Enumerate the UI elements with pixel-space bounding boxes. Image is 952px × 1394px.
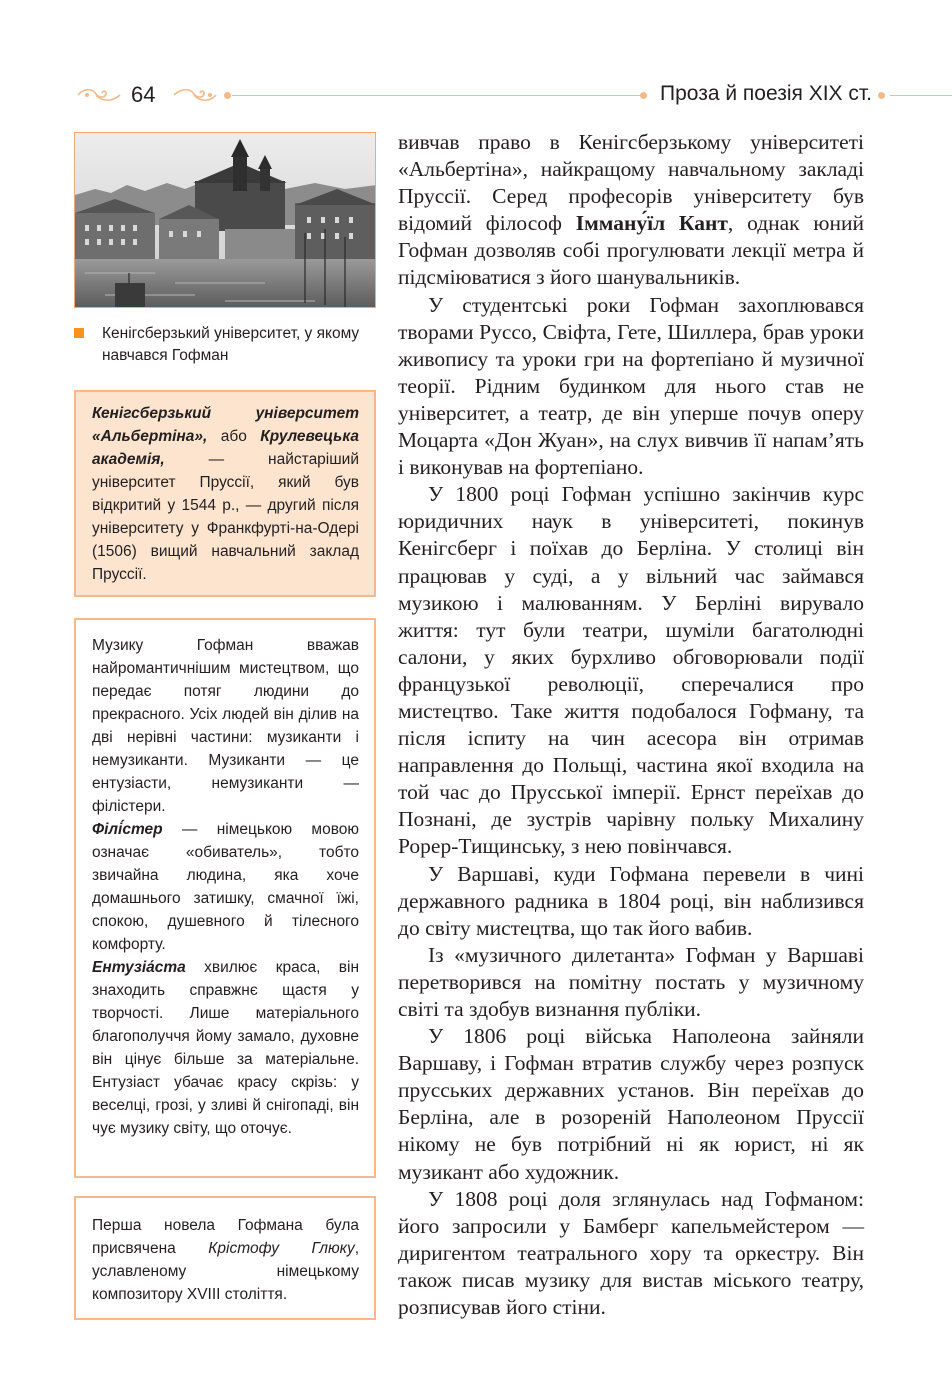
term-krulevetska: Крулевецька академія, <box>92 428 359 468</box>
music-info-box <box>74 618 376 1178</box>
term-philister: Філі́стер <box>92 821 163 838</box>
university-photo <box>74 132 376 308</box>
term-albertina: Кенігсберзький університет «Альбертіна», <box>92 405 359 445</box>
main-text <box>398 129 864 1321</box>
page-header <box>0 76 952 116</box>
header-dot <box>224 92 231 99</box>
kant-name: Імману́їл Кант <box>575 211 728 236</box>
paragraph: У 1808 році доля зглянулась над Гофманом: його запросили у Бамберг капельмейстером — диригентом театрального хору та оркестру. Він також писав музику для вистав міського театру, розписував його стіни. <box>398 1186 864 1320</box>
university-info-box <box>74 390 376 597</box>
decorative-swirl-icon <box>172 86 218 104</box>
paragraph: Із «музичного дилетанта» Гофман у Варшаві перетворився на помітну постать у музичному світі та здобув визнання публіки. <box>398 942 864 1021</box>
term-enthusiast: Ентузіа́ста <box>92 959 186 976</box>
paragraph: У Варшаві, куди Гофмана перевели в чині державного радника в 1804 році, він наблизився до світу мистецтва, що так його вабив. <box>398 861 864 940</box>
photo-caption <box>74 323 374 367</box>
philister-definition: Філі́стер — німецькою мовою означає «обиватель», тобто звичайна людина, яка хоче домашнього затишку, смачної їжі, спокою, душевного й тілесного комфорту. <box>92 821 359 953</box>
paragraph: вивчав право в Кенігсберзькому університеті «Альбертіна», найкращому навчальному закладі Пруссії. Серед професорів університету був відомий філософ Імману́їл Кант, однак юний Гофман дозволяв собі прогулювати лекції метра й підсміюватися з його шанувальників. <box>398 130 864 290</box>
decorative-swirl-icon <box>76 86 122 104</box>
header-rule <box>890 95 952 96</box>
gluck-name: Крістофу Глюку <box>208 1240 355 1257</box>
enthusiast-definition: Ентузіа́ста хвилює краса, він знаходить справжнє щастя у творчості. Лише матеріального благополуччя йому замало, духовне він цінує більше за матеріальне. Ентузіаст убачає красу скрізь: у веселці, грозі, у зливі й снігопаді, він чує музику світу, що оточує. <box>92 959 359 1137</box>
novel-info-box <box>74 1196 376 1320</box>
university-info-text: Кенігсберзький університет «Альбертіна», або Крулевецька академія, — найстаріший університет Пруссії, який був відкритий у 1544 р., — другий після університету у Франкфурті-на-Одері (1506) вищий навчальний заклад Пруссії. <box>92 405 359 583</box>
paragraph: У 1806 році війська Наполеона зайняли Варшаву, і Гофман втратив службу через розпуск прусських державних установ. Він переїхав до Берліна, але в розореній Наполеоном Пруссії нікому не був потрібний ні як юрист, ні як музикант або художник. <box>398 1024 864 1184</box>
header-dot <box>878 92 885 99</box>
section-title: Проза й поезія XIX ст. <box>660 82 872 105</box>
caption-marker <box>74 328 84 338</box>
paragraph: У студентські роки Гофман захоплювався творами Руссо, Свіфта, Гете, Шиллера, брав уроки живопису та уроки гри на фортепіано й музичної теорії. Рідним будинком для нього став не університет, а театр, де він уперше почув оперу Моцарта «Дон Жуан», на слух вивчив її напам’ять і виконував на фортепіано. <box>398 292 864 480</box>
header-dot <box>640 92 647 99</box>
caption-text: Кенігсберзький університет, у якому навчався Гофман <box>102 325 360 364</box>
novel-info-text: Перша новела Гофмана була присвячена Крістофу Глюку, уславленому німецькому композитору XVIII століття. <box>92 1217 359 1303</box>
page-number: 64 <box>131 82 156 107</box>
paragraph: У 1800 році Гофман успішно закінчив курс юридичних наук в університеті, покинув Кенігсберг і поїхав до Берліна. У столиці він працював у суді, а у вільний час займався музикою і малюванням. У Берліні вирувало життя: тут були театри, шуміли багатолюдні салони, у яких бурхливо обговорювали події французької революції, сперечалися про мистецтво. Таке життя подобалося Гофману, та після іспиту на чин асесора він отримав направлення до Польщі, частина якої входила на той час до Прусської імперії. Ернст переїхав до Познані, де зустрів чарівну польку Михалину Рорер-Тищинську, з нею повінчався. <box>398 482 864 859</box>
header-rule <box>232 95 642 96</box>
music-info-text: Музику Гофман вважав найромантичнішим мистецтвом, що передає потяг людини до прекрасного. Усіх людей він ділив на дві нерівні частини: музиканти і немузиканти. Музиканти — це ентузіасти, немузиканти — філістери. <box>92 637 359 815</box>
